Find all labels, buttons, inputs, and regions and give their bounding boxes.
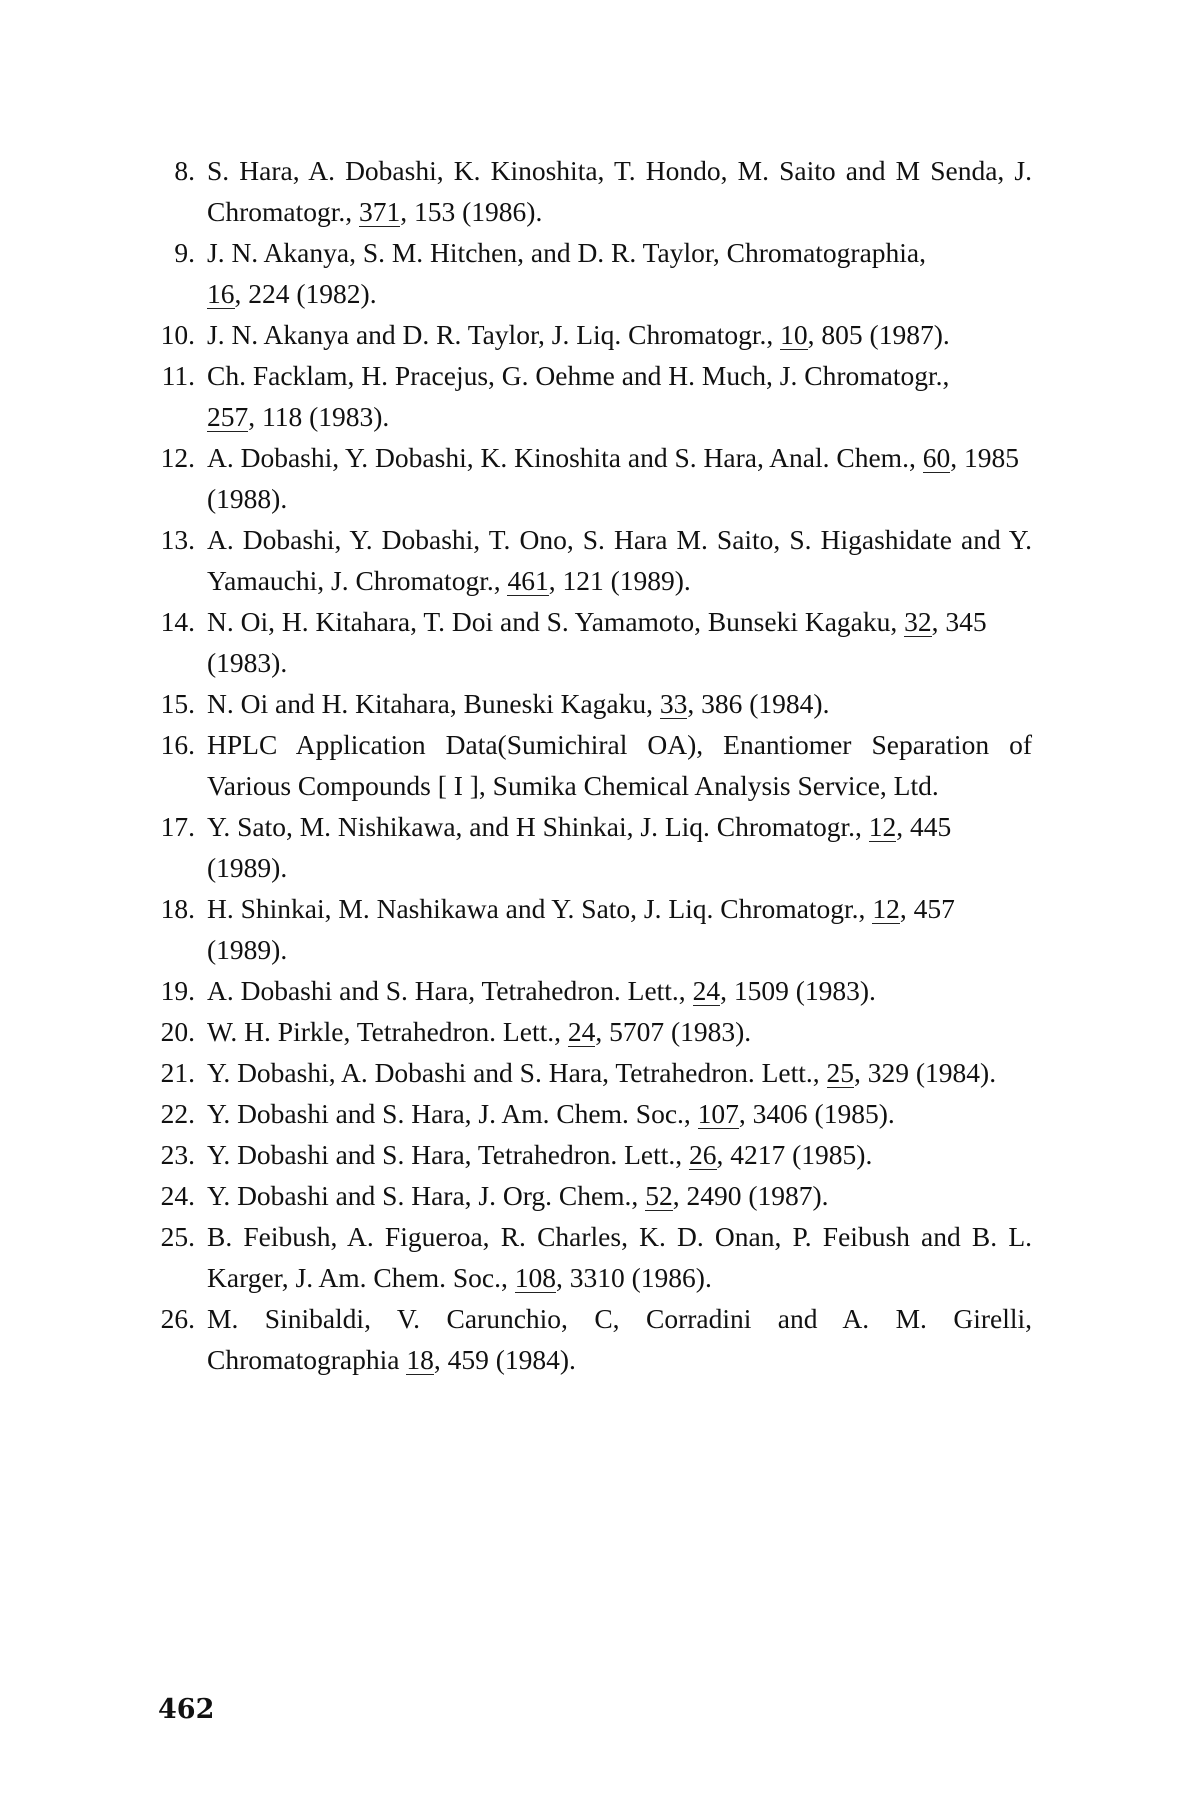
reference-item [152,970,1032,1011]
reference-citation: Y. Dobashi and S. Hara, J. Org. Chem., [207,1180,646,1211]
reference-item [152,1298,1032,1380]
reference-number: 23. [160,1139,195,1170]
reference-text [207,355,1032,437]
reference-volume: 32 [904,606,932,637]
reference-citation: M. Sinibaldi, V. Carunchio, C, Corradini and A. M. Girelli, Chromatographia [207,1303,1032,1375]
reference-number: 17. [160,811,195,842]
reference-text [207,1175,1032,1216]
reference-item [152,1175,1032,1216]
reference-number: 22. [160,1098,195,1129]
reference-item [152,806,1032,888]
reference-number: 20. [160,1016,195,1047]
reference-text [207,1298,1032,1380]
reference-volume: 24 [567,1016,596,1047]
reference-pages-year: , 445 (1989). [207,811,952,883]
reference-volume: 371 [359,196,401,227]
reference-volume: 107 [697,1098,739,1129]
reference-pages-year: , 2490 (1987). [672,1180,829,1211]
reference-pages-year: , 5707 (1983). [595,1016,752,1047]
reference-item [152,314,1032,355]
reference-number: 13. [160,524,195,555]
reference-citation: N. Oi, H. Kitahara, T. Doi and S. Yamamoto, Bunseki Kagaku, [207,606,905,637]
reference-pages-year: , 459 (1984). [433,1344,576,1375]
reference-citation: A. Dobashi and S. Hara, Tetrahedron. Lett., [207,975,693,1006]
reference-citation: S. Hara, A. Dobashi, K. Kinoshita, T. Hondo, M. Saito and M Senda, J. Chromatogr., [207,155,1032,227]
reference-citation: Y. Dobashi, A. Dobashi and S. Hara, Tetrahedron. Lett., [207,1057,827,1088]
reference-number: 10. [160,319,195,350]
reference-volume: 10 [780,319,808,350]
reference-text [207,1216,1032,1298]
reference-text [207,1011,1032,1052]
reference-pages-year: , 4217 (1985). [716,1139,873,1170]
reference-item [152,1052,1032,1093]
reference-volume: 26 [689,1139,717,1170]
reference-volume: 18 [406,1344,434,1375]
reference-text [207,1134,1032,1175]
reference-volume: 52 [645,1180,673,1211]
reference-item [152,724,1032,806]
reference-pages-year: , 224 (1982). [234,278,377,309]
reference-volume: 16 [207,278,235,309]
reference-item [152,437,1032,519]
reference-item [152,601,1032,683]
reference-citation: HPLC Application Data(Sumichiral OA), Enantiomer Separation of Various Compounds [ I ], Sumika Chemical Analysis Service, Ltd. [207,729,1032,801]
reference-number: 15. [160,688,195,719]
reference-citation: Y. Dobashi and S. Hara, Tetrahedron. Lett., [207,1139,690,1170]
reference-citation: B. Feibush, A. Figueroa, R. Charles, K. D. Onan, P. Feibush and B. L. Karger, J. Am. Chem. Soc., [207,1221,1032,1293]
reference-number: 26. [160,1303,195,1334]
reference-citation: Y. Dobashi and S. Hara, J. Am. Chem. Soc., [207,1098,698,1129]
reference-text [207,1052,1032,1093]
reference-pages-year: , 121 (1989). [548,565,691,596]
reference-list [152,150,1032,1380]
reference-item [152,888,1032,970]
reference-citation: Y. Sato, M. Nishikawa, and H Shinkai, J. Liq. Chromatogr., [207,811,869,842]
reference-text [207,232,1032,314]
reference-text [207,806,1032,888]
reference-number: 21. [160,1057,195,1088]
reference-volume: 108 [514,1262,556,1293]
reference-citation: W. H. Pirkle, Tetrahedron. Lett., [207,1016,568,1047]
reference-number: 24. [160,1180,195,1211]
reference-number: 14. [160,606,195,637]
reference-item [152,355,1032,437]
reference-citation: J. N. Akanya and D. R. Taylor, J. Liq. Chromatogr., [207,319,781,350]
reference-number: 16. [160,729,195,760]
reference-pages-year: , 1985 (1988). [207,442,1019,514]
reference-item [152,683,1032,724]
reference-citation: A. Dobashi, Y. Dobashi, T. Ono, S. Hara M. Saito, S. Higashidate and Y. Yamauchi, J. Chromatogr., [207,524,1032,596]
reference-citation: A. Dobashi, Y. Dobashi, K. Kinoshita and S. Hara, Anal. Chem., [207,442,923,473]
reference-text [207,970,1032,1011]
page-number: 462 [158,1694,215,1725]
reference-text [207,601,1032,683]
reference-volume: 33 [659,688,688,719]
reference-text [207,314,1032,355]
reference-number: 8. [174,155,195,186]
reference-pages-year: , 118 (1983). [248,401,390,432]
reference-item [152,519,1032,601]
reference-text [207,683,1032,724]
reference-citation: N. Oi and H. Kitahara, Buneski Kagaku, [207,688,660,719]
reference-number: 12. [160,442,195,473]
reference-citation: Ch. Facklam, H. Pracejus, G. Oehme and H. Much, J. Chromatogr., [207,360,950,391]
reference-text [207,1093,1032,1134]
reference-number: 25. [160,1221,195,1252]
reference-pages-year: , 345 (1983). [207,606,987,678]
reference-text [207,437,1032,519]
reference-item [152,1216,1032,1298]
reference-citation: H. Shinkai, M. Nashikawa and Y. Sato, J. Liq. Chromatogr., [207,893,873,924]
reference-volume: 25 [826,1057,855,1088]
reference-citation: J. N. Akanya, S. M. Hitchen, and D. R. Taylor, Chromatographia, [207,237,927,268]
reference-pages-year: , 457 (1989). [207,893,955,965]
reference-pages-year: , 3310 (1986). [556,1262,712,1293]
reference-pages-year: , 1509 (1983). [720,975,876,1006]
reference-number: 18. [160,893,195,924]
reference-text [207,888,1032,970]
reference-item [152,1134,1032,1175]
reference-volume: 12 [868,811,897,842]
reference-pages-year: , 386 (1984). [687,688,830,719]
reference-pages-year: , 3406 (1985). [738,1098,895,1129]
reference-item [152,232,1032,314]
reference-item [152,1093,1032,1134]
reference-volume: 60 [922,442,951,473]
reference-volume: 24 [692,975,721,1006]
reference-text [207,150,1032,232]
reference-item [152,150,1032,232]
reference-pages-year: , 153 (1986). [400,196,543,227]
reference-volume: 12 [872,893,900,924]
reference-number: 11. [161,360,195,391]
reference-pages-year: , 329 (1984). [854,1057,997,1088]
reference-number: 9. [174,237,195,268]
reference-item [152,1011,1032,1052]
reference-pages-year: , 805 (1987). [807,319,950,350]
reference-number: 19. [160,975,195,1006]
reference-volume: 461 [507,565,549,596]
reference-volume: 257 [207,401,249,432]
reference-text [207,724,1032,806]
reference-text [207,519,1032,601]
